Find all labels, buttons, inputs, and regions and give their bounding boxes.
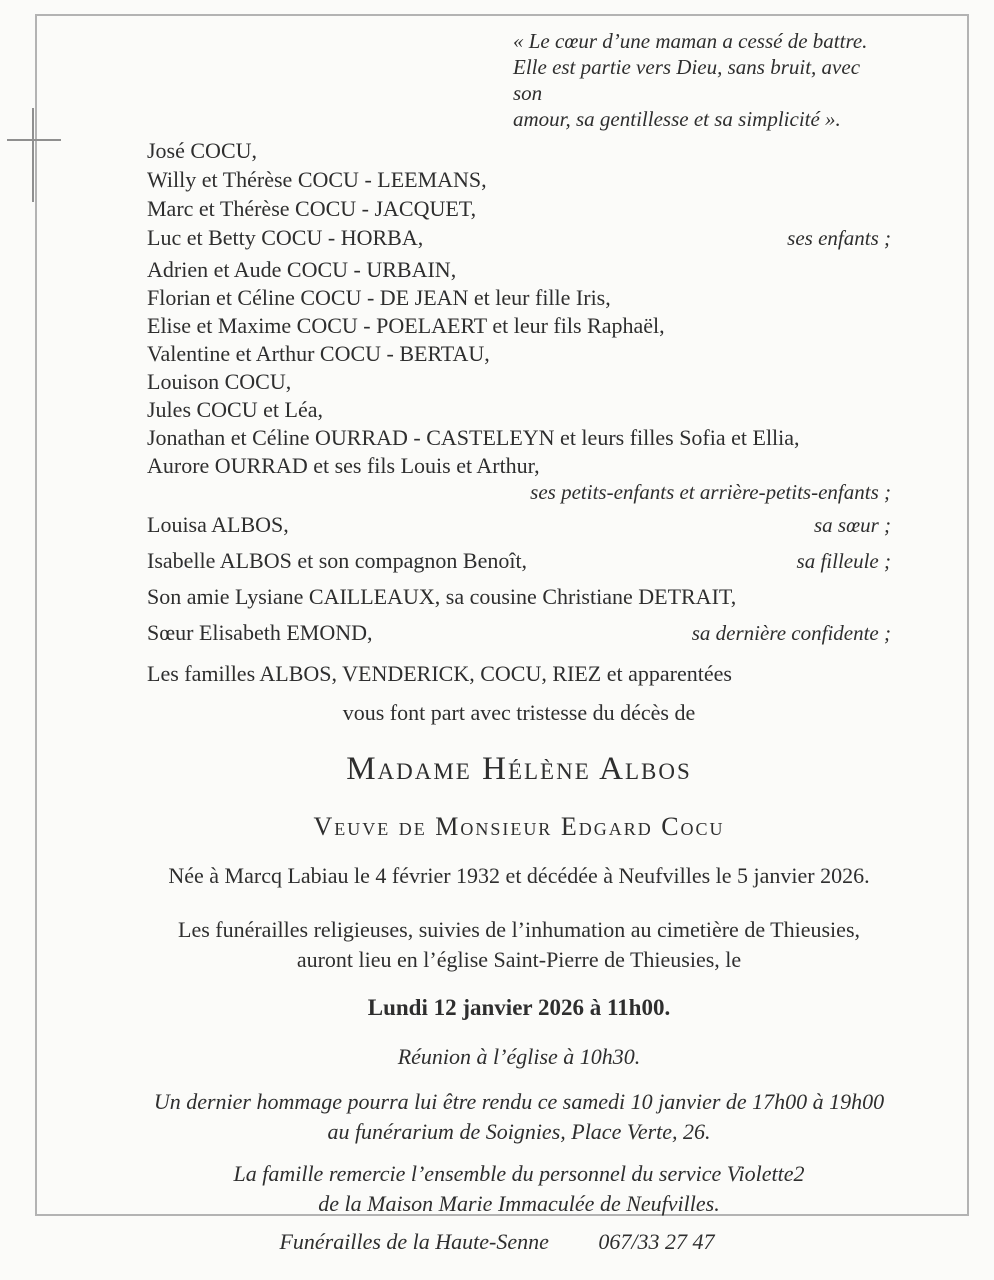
relative-row — [147, 618, 891, 647]
mourner-line: Louisa ALBOS, — [147, 512, 289, 537]
card-border-frame — [35, 14, 969, 1216]
relation-label-children: ses enfants ; — [787, 226, 891, 250]
mourners-list — [147, 136, 891, 647]
mourner-line: Sœur Elisabeth EMOND, — [147, 620, 373, 645]
thanks-line-2: de la Maison Marie Immaculée de Neufvilles. — [318, 1191, 720, 1216]
funeral-announcement — [147, 915, 891, 975]
memorial-quote — [513, 28, 891, 132]
mourner-line: Marc et Thérèse COCU - JACQUET, — [147, 196, 477, 221]
families-line: Les familles ALBOS, VENDERICK, COCU, RIEZ et apparentées — [147, 661, 732, 686]
mourner-line: Isabelle ALBOS et son compagnon Benoît, — [147, 548, 528, 573]
funeral-home-name: Funérailles de la Haute-Senne — [279, 1229, 549, 1254]
deceased-name-heading: Madame Hélène Albos — [346, 751, 692, 787]
widow-of-heading: Veuve de Monsieur Edgard Cocu — [313, 812, 725, 841]
grandchildren-block — [147, 256, 891, 504]
tribute-line-1: Un dernier hommage pourra lui être rendu ce samedi 10 janvier de 17h00 à 19h00 — [153, 1089, 885, 1114]
relation-label-goddaughter: sa filleule ; — [796, 549, 891, 573]
mourner-line: Louison COCU, — [147, 369, 292, 394]
mourner-line: Aurore OURRAD et ses fils Louis et Arthur, — [147, 453, 540, 478]
church-meeting-line: Réunion à l’église à 10h30. — [397, 1044, 641, 1069]
mourner-line: Valentine et Arthur COCU - BERTAU, — [147, 341, 490, 366]
quote-line-3: amour, sa gentillesse et sa simplicité ». — [513, 107, 841, 131]
children-block — [147, 136, 891, 252]
card-content — [37, 16, 967, 1219]
mourner-line: José COCU, — [147, 138, 258, 163]
quote-line-2: Elle est partie vers Dieu, sans bruit, avec son — [513, 55, 861, 105]
mourner-line: Elise et Maxime COCU - POELAERT et leur fils Raphaël, — [147, 313, 665, 338]
relation-label-confidante: sa dernière confidente ; — [691, 621, 891, 645]
mourner-line: Adrien et Aude COCU - URBAIN, — [147, 257, 457, 282]
funeral-line-2: auront lieu en l’église Saint-Pierre de Thieusies, le — [296, 947, 742, 972]
thanks-paragraph — [147, 1159, 891, 1219]
relatives-block — [147, 510, 891, 647]
ceremony-datetime: Lundi 12 janvier 2026 à 11h00. — [367, 995, 671, 1020]
mourner-line: Son amie Lysiane CAILLEAUX, sa cousine Christiane DETRAIT, — [147, 584, 737, 609]
birth-death-line: Née à Marcq Labiau le 4 février 1932 et décédée à Neufvilles le 5 janvier 2026. — [168, 863, 870, 888]
relative-row — [147, 582, 891, 611]
relation-label-grandchildren: ses petits-enfants et arrière-petits-enfants ; — [530, 480, 891, 504]
thanks-line-1: La famille remercie l’ensemble du personnel du service Violette2 — [233, 1161, 805, 1186]
relative-row — [147, 510, 891, 539]
funeral-home-footer — [0, 1228, 994, 1256]
mourner-line: Jules COCU et Léa, — [147, 397, 323, 422]
quote-line-1: « Le cœur d’une maman a cessé de battre. — [513, 29, 868, 53]
announcement-line: vous font part avec tristesse du décès de — [342, 700, 696, 725]
mourner-line: Jonathan et Céline OURRAD - CASTELEYN et leurs filles Sofia et Ellia, — [147, 425, 800, 450]
tribute-line-2: au funérarium de Soignies, Place Verte, 26. — [327, 1119, 711, 1144]
funeral-line-1: Les funérailles religieuses, suivies de l’inhumation au cimetière de Thieusies, — [178, 917, 860, 942]
mourner-line: Willy et Thérèse COCU - LEEMANS, — [147, 167, 487, 192]
relation-label-sister: sa sœur ; — [813, 513, 891, 537]
last-tribute-paragraph — [147, 1087, 891, 1147]
relative-row — [147, 546, 891, 575]
funeral-home-phone: 067/33 27 47 — [598, 1229, 715, 1254]
mourner-line: Florian et Céline COCU - DE JEAN et leur fille Iris, — [147, 285, 611, 310]
mourner-line: Luc et Betty COCU - HORBA, — [147, 225, 424, 250]
